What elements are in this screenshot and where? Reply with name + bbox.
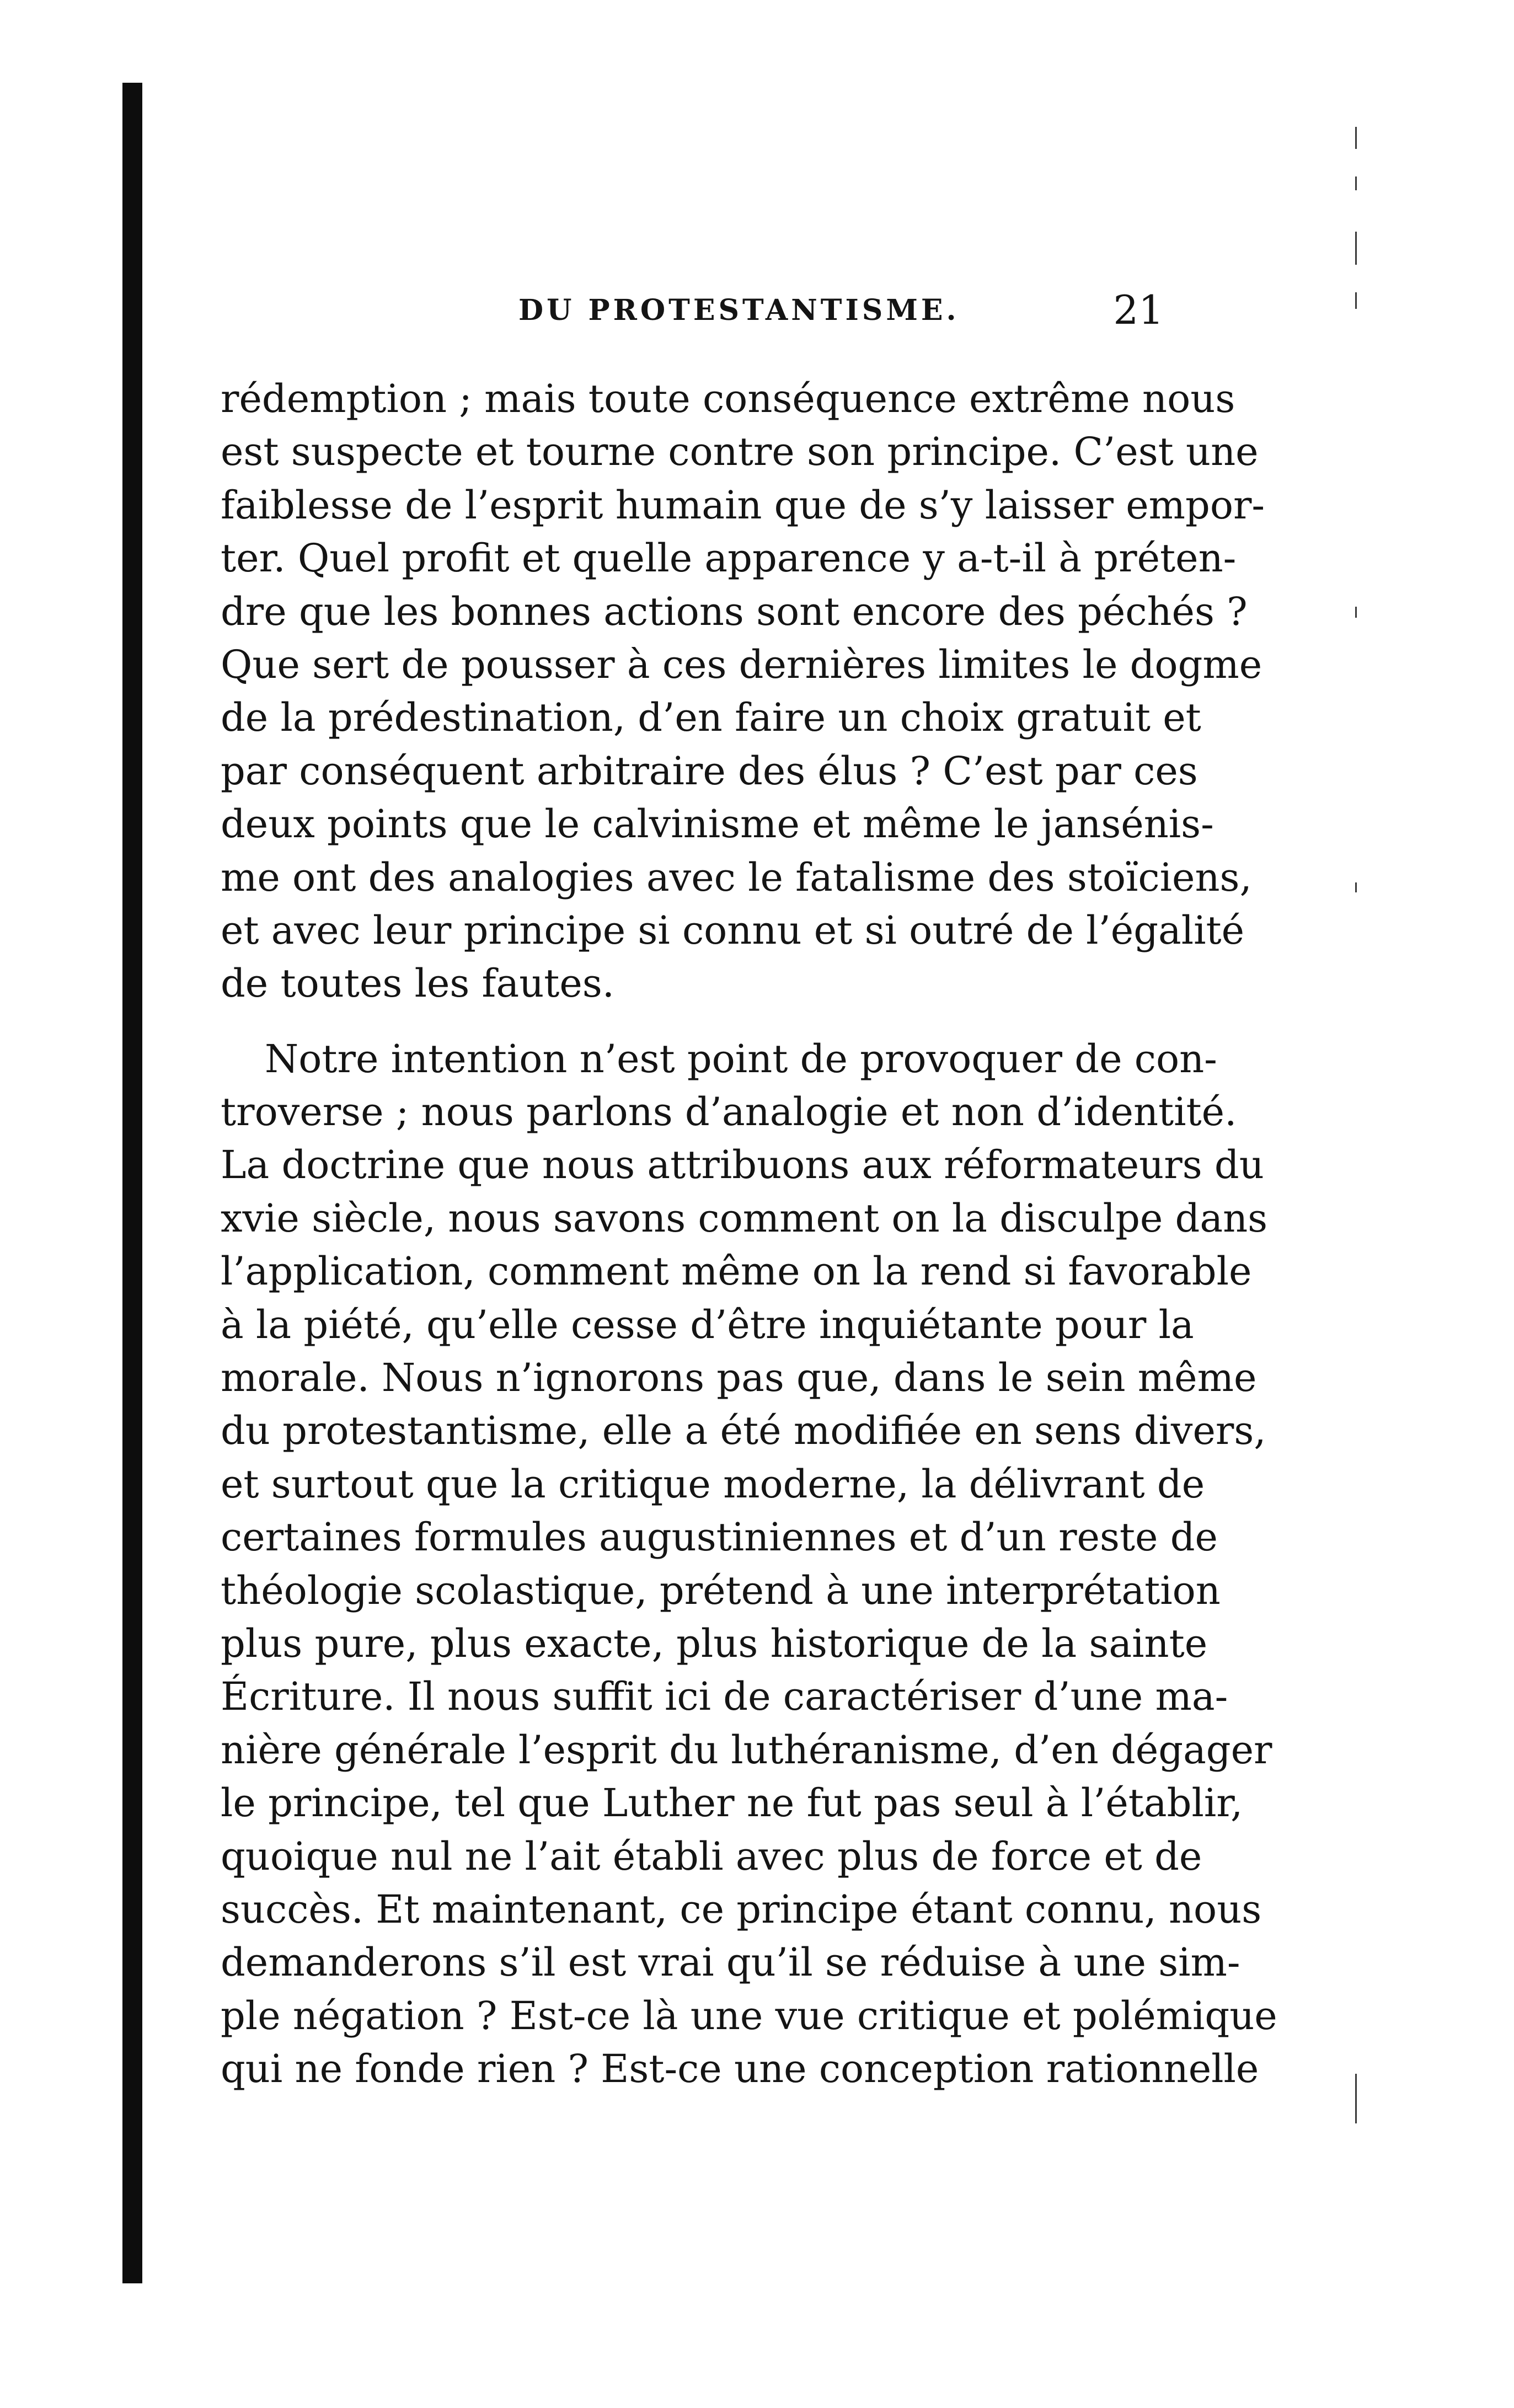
text-line: est suspecte et tourne contre son principe. C’est une [221,429,1259,475]
text-line: par conséquent arbitraire des élus ? C’est par ces [221,748,1198,794]
text-line: dre que les bonnes actions sont encore des péchés ? [221,588,1248,634]
running-head [221,287,1164,333]
text-line: et surtout que la critique moderne, la délivrant de [221,1461,1205,1507]
text-line: Notre intention n’est point de provoquer de con- [265,1036,1217,1082]
text-line: rédemption ; mais toute conséquence extrême nous [221,376,1235,421]
text-line: à la piété, qu’elle cesse d’être inquiétante pour la [221,1302,1194,1347]
text-line: théologie scolastique, prétend à une interprétation [221,1567,1221,1613]
page-number: 21 [1113,287,1164,333]
scan-edge-marks [1349,110,1371,2234]
text-line: le principe, tel que Luther ne fut pas seul à l’établir, [221,1780,1243,1826]
running-title: DU PROTESTANTISME. [518,293,960,327]
text-line: ter. Quel profit et quelle apparence y a-t-il à préten- [221,536,1237,581]
text-line: de toutes les fautes. [221,961,615,1007]
text-line: quoique nul ne l’ait établi avec plus de force et de [221,1833,1202,1879]
text-line: Écriture. Il nous suffit ici de caractériser d’une ma- [221,1674,1228,1720]
text-line: deux points que le calvinisme et même le jansénis- [221,801,1214,847]
text-line: du protestantisme, elle a été modifiée en sens divers, [221,1408,1266,1454]
paragraph-1 [221,372,1265,1010]
text-line: succès. Et maintenant, ce principe étant connu, nous [221,1886,1262,1932]
text-line: xvie siècle, nous savons comment on la disculpe dans [221,1195,1268,1241]
text-line: l’application, comment même on la rend si favorable [221,1249,1252,1294]
text-line: qui ne fonde rien ? Est-ce une conception rationnelle [221,2046,1259,2092]
text-line: et avec leur principe si connu et si outré de l’égalité [221,907,1245,953]
text-line: troverse ; nous parlons d’analogie et non d’identité. [221,1089,1237,1135]
binding-edge [122,83,142,2283]
paragraph-2 [221,1032,1277,2096]
text-line: certaines formules augustiniennes et d’un reste de [221,1515,1218,1560]
text-line: de la prédestination, d’en faire un choix gratuit et [221,695,1201,741]
text-line: demanderons s’il est vrai qu’il se réduise à une sim- [221,1940,1240,1986]
text-line: ple négation ? Est-ce là une vue critique et polémique [221,1993,1277,2038]
text-line: plus pure, plus exacte, plus historique de la sainte [221,1620,1208,1666]
text-line: Que sert de pousser à ces dernières limites le dogme [221,641,1262,687]
text-line: La doctrine que nous attribuons aux réformateurs du [221,1142,1264,1188]
body-text [221,372,1277,2096]
text-line: nière générale l’esprit du luthéranisme, d’en dégager [221,1727,1272,1773]
text-line: faiblesse de l’esprit humain que de s’y laisser empor- [221,482,1265,528]
text-line: morale. Nous n’ignorons pas que, dans le sein même [221,1355,1257,1401]
text-line: me ont des analogies avec le fatalisme des stoïciens, [221,854,1252,900]
